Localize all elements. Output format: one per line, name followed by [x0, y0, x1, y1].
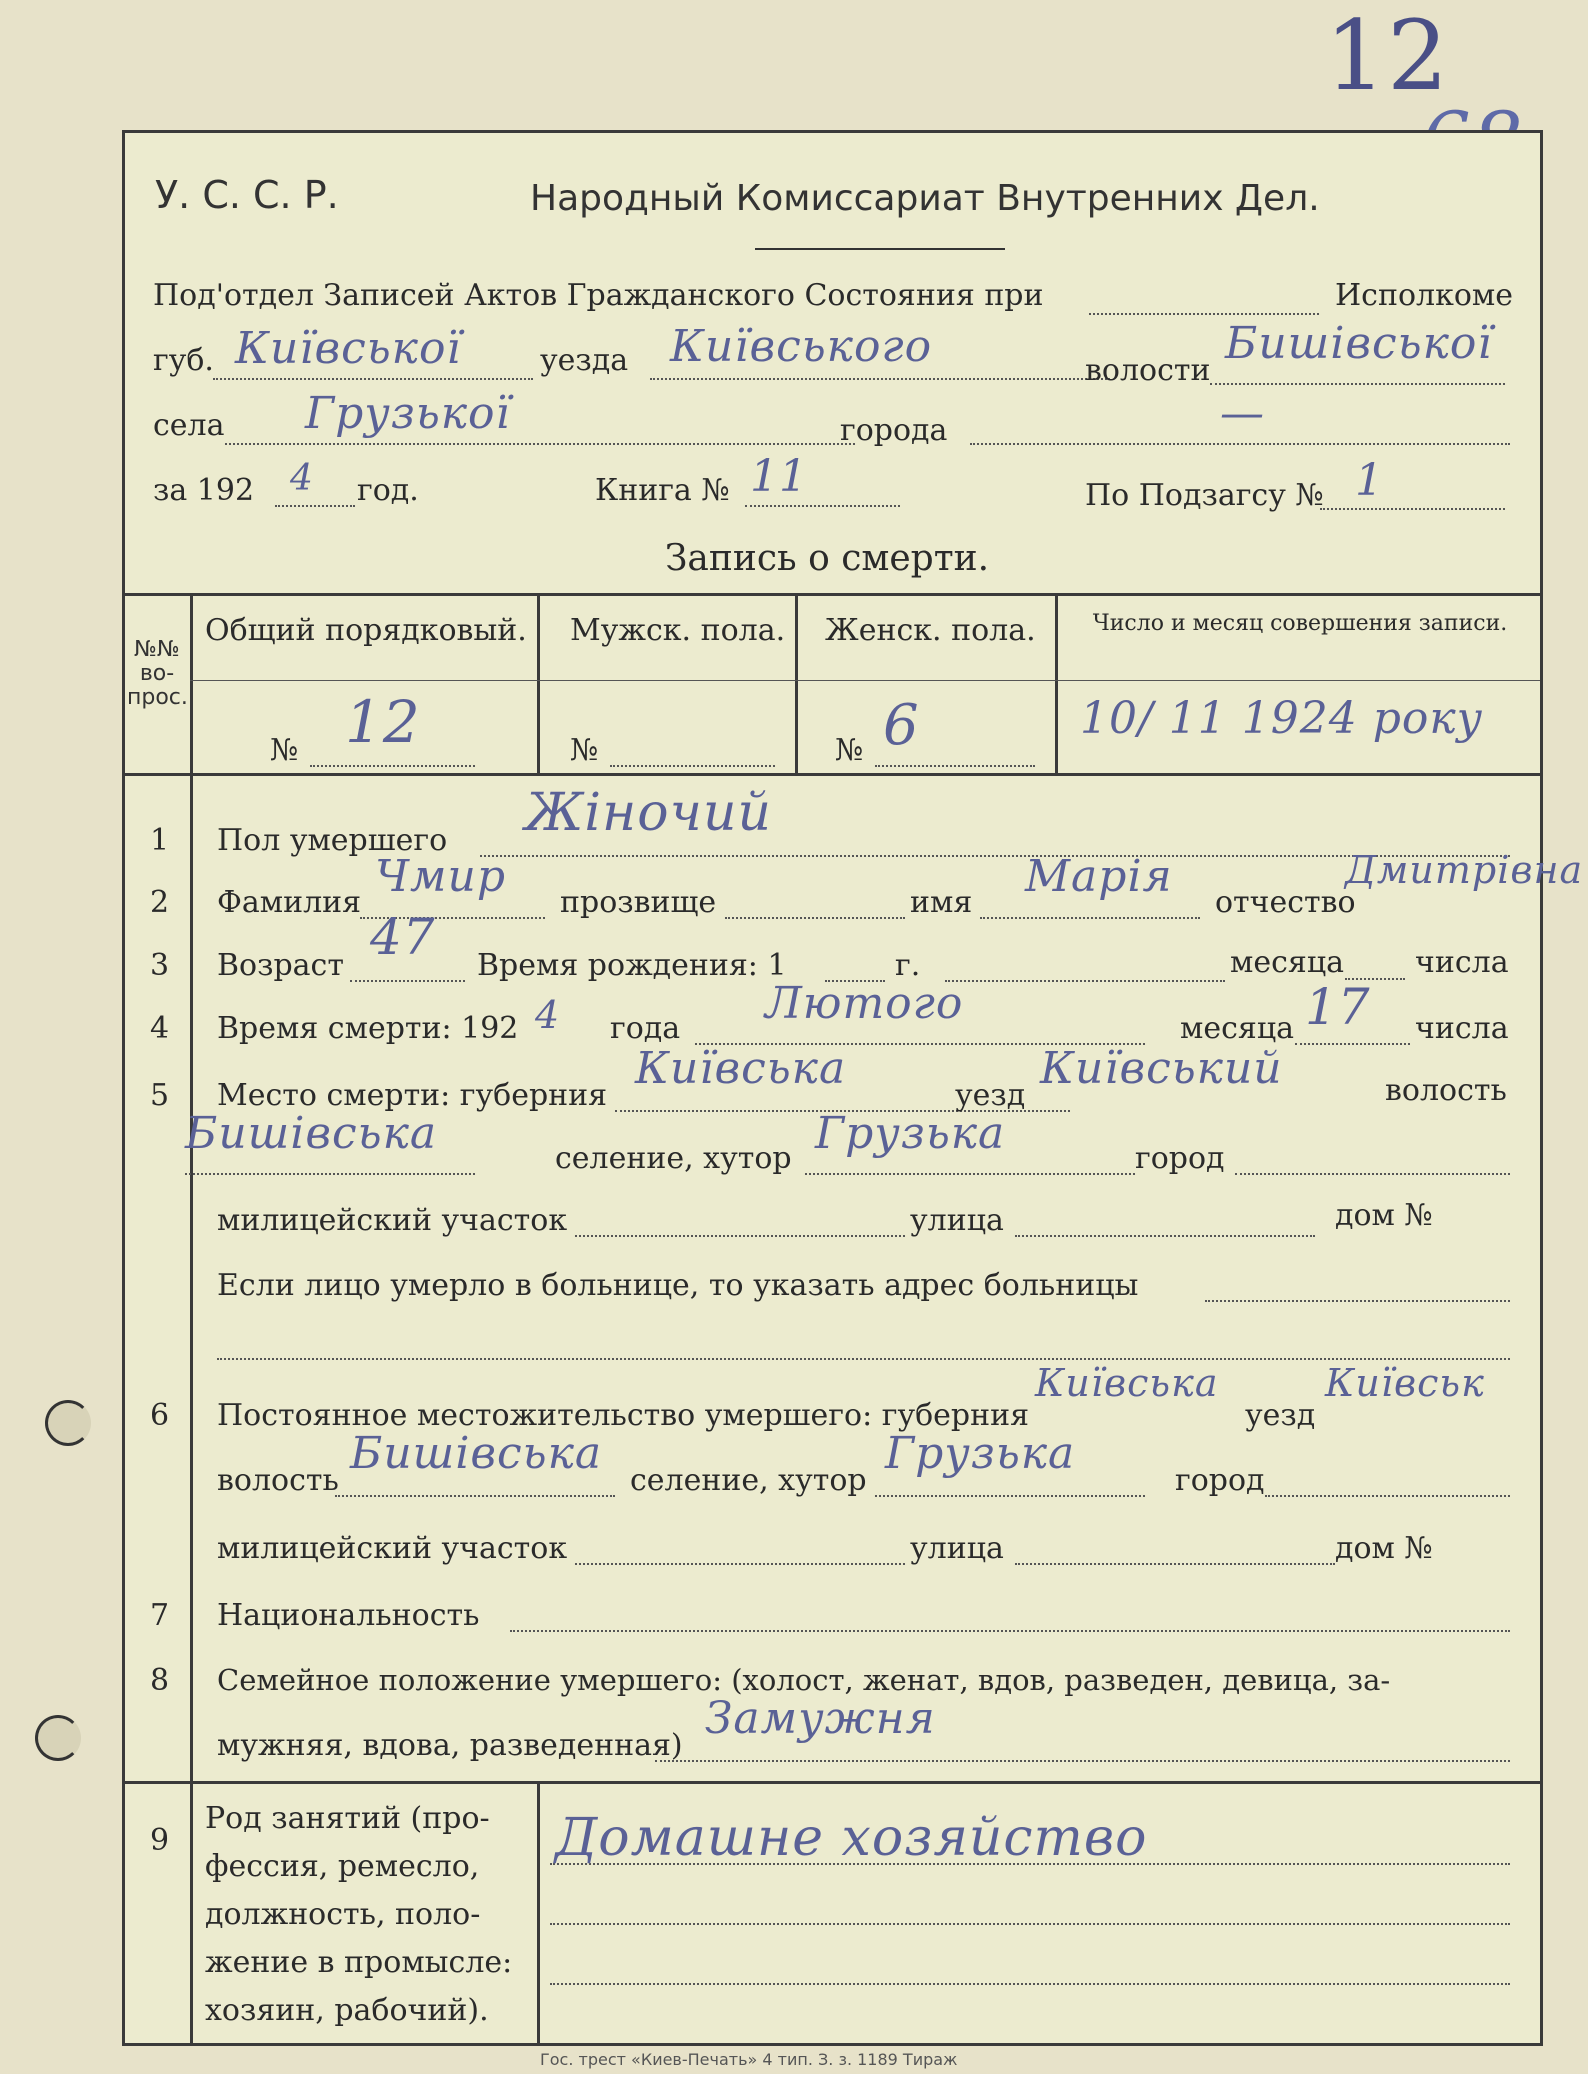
- q4-month-label: месяца: [1180, 1011, 1294, 1046]
- q3-birth-label: Время рождения: 1: [477, 948, 787, 983]
- q4-month-value: Лютого: [765, 978, 964, 1029]
- q8-num: 8: [150, 1663, 170, 1698]
- date-col-header: Число и месяц совершения записи.: [1092, 611, 1508, 636]
- book-label: Книга №: [595, 473, 730, 508]
- book-value: 11: [750, 451, 808, 502]
- subreg-value: 1: [1355, 455, 1384, 506]
- q9-line2: фессия, ремесло,: [205, 1849, 480, 1884]
- q4-num: 4: [150, 1011, 170, 1046]
- male-col-header: Мужск. пола.: [570, 613, 786, 648]
- q3-age-value: 47: [370, 908, 436, 966]
- q2-patronymic-label: отчество: [1215, 885, 1356, 920]
- uezd-value: Київського: [670, 321, 933, 372]
- selo-label: села: [153, 408, 225, 443]
- q9-value: Домашне хозяйство: [555, 1808, 1148, 1868]
- ussr-label: У. С. С. Р.: [155, 173, 339, 217]
- q2-name-label: имя: [910, 885, 973, 920]
- punch-hole-icon: [35, 1715, 81, 1761]
- q6-uezd-value: Київськ: [1325, 1361, 1485, 1405]
- year-label: за 192: [153, 473, 255, 508]
- q4-death-label: Время смерти: 192: [217, 1011, 519, 1046]
- q6-house-label: дом №: [1335, 1531, 1433, 1566]
- q1-value: Жіночий: [525, 783, 772, 843]
- date-value: 10/ 11 1924 року: [1080, 693, 1484, 744]
- q7-label: Национальность: [217, 1598, 480, 1633]
- q9-line3: должность, поло-: [205, 1897, 481, 1932]
- year-value: 4: [290, 458, 314, 499]
- q3-month-label: месяца: [1230, 945, 1344, 980]
- gorod-value: —: [1220, 388, 1265, 439]
- q6-village-label: селение, хутор: [630, 1463, 867, 1498]
- q2-patronymic-value: Дмитрівна: [1345, 848, 1584, 892]
- page-number: 12: [1325, 0, 1450, 112]
- q2-surname-value: Чмир: [375, 851, 506, 902]
- q5-village-value: Грузька: [815, 1108, 1006, 1159]
- gorod-label: города: [840, 413, 948, 448]
- q8-label-line1: Семейное положение умершего: (холост, женат, вдов, разведен, девица, за-: [217, 1663, 1391, 1697]
- q6-volost-label: волость: [217, 1463, 339, 1498]
- q5-house-label: дом №: [1335, 1198, 1433, 1233]
- year-suffix: год.: [357, 473, 419, 508]
- q2-surname-label: Фамилия: [217, 885, 362, 920]
- q6-city-label: город: [1175, 1463, 1265, 1498]
- q6-volost-value: Бишівська: [350, 1428, 603, 1479]
- q3-g-label: г.: [895, 948, 921, 983]
- general-col-header: Общий порядковый.: [205, 613, 527, 648]
- q8-value: Замужня: [705, 1693, 936, 1744]
- q4-day-value: 17: [1305, 978, 1371, 1036]
- q5-uezd-label: уезд: [955, 1078, 1026, 1113]
- q2-nickname-label: прозвище: [560, 885, 717, 920]
- q5-hospital-label: Если лицо умерло в больнице, то указать адрес больницы: [217, 1268, 1139, 1303]
- gub-label: губ.: [153, 343, 214, 378]
- q6-police-label: милицейский участок: [217, 1531, 568, 1566]
- subreg-label: По Подзагсу №: [1085, 478, 1324, 513]
- q5-village-label: селение, хутор: [555, 1141, 792, 1176]
- q6-street-label: улица: [910, 1531, 1004, 1566]
- record-title: Запись о смерти.: [665, 538, 990, 579]
- q9-line4: жение в промысле:: [205, 1945, 513, 1980]
- uezd-label: уезда: [540, 343, 629, 378]
- general-value: 12: [345, 688, 421, 756]
- q5-street-label: улица: [910, 1203, 1004, 1238]
- q3-num: 3: [150, 948, 170, 983]
- executive-label: Исполкоме: [1335, 278, 1513, 313]
- q1-num: 1: [150, 823, 170, 858]
- female-value: 6: [883, 693, 920, 758]
- q6-gub-value: Київська: [1035, 1361, 1219, 1405]
- q4-day-label: числа: [1415, 1011, 1509, 1046]
- subdept-label: Под'отдел Записей Актов Гражданского Состояния при: [153, 278, 1044, 313]
- q6-residence-label: Постоянное местожительство умершего: губерния: [217, 1398, 1030, 1433]
- q9-line5: хозяин, рабочий).: [205, 1993, 489, 2028]
- q9-line1: Род занятий (про-: [205, 1801, 490, 1836]
- selo-value: Грузької: [305, 388, 511, 439]
- q3-age-label: Возраст: [217, 948, 344, 983]
- volost-value: Бишівської: [1225, 318, 1493, 369]
- punch-hole-icon: [45, 1400, 91, 1446]
- q2-name-value: Марія: [1025, 851, 1173, 902]
- q8-label-line2: мужняя, вдова, разведенная): [217, 1728, 683, 1763]
- q4-death-year: 4: [535, 993, 561, 1037]
- q5-num: 5: [150, 1078, 170, 1113]
- volost-label: волости: [1085, 353, 1211, 388]
- general-no: №: [270, 733, 299, 768]
- q5-police-label: милицейский участок: [217, 1203, 568, 1238]
- q6-uezd-label: уезд: [1245, 1398, 1316, 1433]
- q1-label: Пол умершего: [217, 823, 448, 858]
- q5-volost-label: волость: [1385, 1073, 1507, 1108]
- q4-year-label: года: [610, 1011, 681, 1046]
- q5-volost-value: Бишівська: [185, 1108, 438, 1159]
- death-record-form: [122, 130, 1584, 2046]
- gub-value: Київської: [235, 323, 462, 374]
- q6-num: 6: [150, 1398, 170, 1433]
- q2-num: 2: [150, 885, 170, 920]
- q5-uezd-value: Київський: [1040, 1043, 1283, 1094]
- q9-num: 9: [150, 1823, 170, 1858]
- print-footer: Гос. трест «Киев-Печать» 4 тип. З. з. 1189 Тираж: [540, 2050, 958, 2069]
- ministry-title: Народный Комиссариат Внутренних Дел.: [530, 178, 1320, 219]
- q5-place-label: Место смерти: губерния: [217, 1078, 608, 1113]
- q3-day-label: числа: [1415, 945, 1509, 980]
- q5-city-label: город: [1135, 1141, 1225, 1176]
- male-no: №: [570, 733, 599, 768]
- female-col-header: Женск. пола.: [825, 613, 1036, 648]
- q7-num: 7: [150, 1598, 170, 1633]
- qnum-label: №№ во-прос.: [127, 637, 188, 710]
- q5-gub-value: Київська: [635, 1043, 847, 1094]
- female-no: №: [835, 733, 864, 768]
- q6-village-value: Грузька: [885, 1428, 1076, 1479]
